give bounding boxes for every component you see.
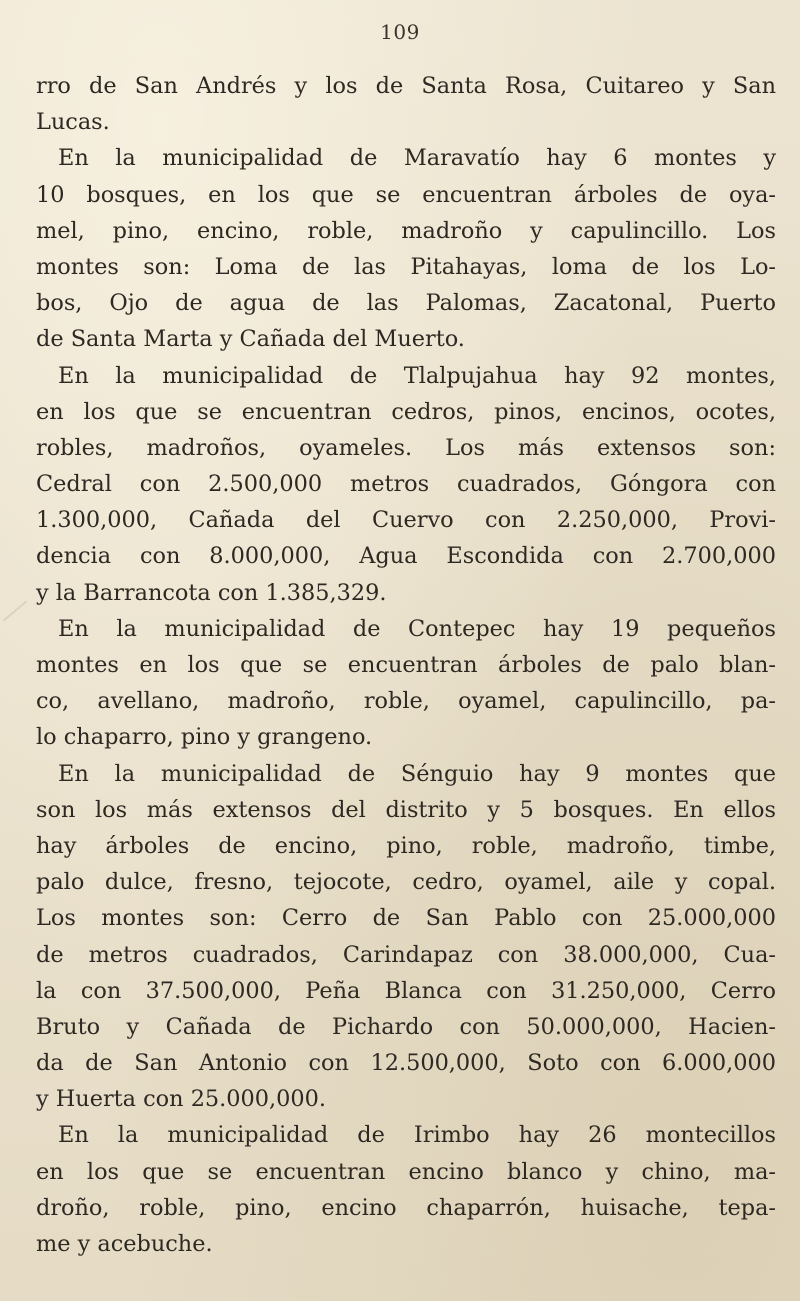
text-line: 1.300,000, Cañada del Cuervo con 2.250,000, Provi- xyxy=(36,507,776,534)
text-line: 10 bosques, en los que se encuentran árboles de oya- xyxy=(36,181,776,208)
text-line: En la municipalidad de Contepec hay 19 pequeños xyxy=(58,615,776,642)
body-text xyxy=(36,68,776,1262)
text-line: en los que se encuentran cedros, pinos, encinos, ocotes, xyxy=(36,398,776,425)
text-line: bos, Ojo de agua de las Palomas, Zacatonal, Puerto xyxy=(36,290,776,317)
text-line: da de San Antonio con 12.500,000, Soto con 6.000,000 xyxy=(36,1050,776,1077)
text-line: en los que se encuentran encino blanco y chino, ma- xyxy=(36,1158,776,1185)
paper-crease xyxy=(3,601,27,622)
text-line: droño, roble, pino, encino chaparrón, huisache, tepa- xyxy=(36,1194,776,1221)
text-line: y Huerta con 25.000,000. xyxy=(36,1086,327,1113)
text-line: robles, madroños, oyameles. Los más extensos son: xyxy=(36,434,776,461)
text-line: hay árboles de encino, pino, roble, madroño, timbe, xyxy=(36,832,776,859)
text-line: montes son: Loma de las Pitahayas, loma de los Lo- xyxy=(36,253,776,280)
text-line: palo dulce, fresno, tejocote, cedro, oyamel, aile y copal. xyxy=(36,869,776,896)
text-line: mel, pino, encino, roble, madroño y capulincillo. Los xyxy=(36,217,776,244)
text-line: dencia con 8.000,000, Agua Escondida con 2.700,000 xyxy=(36,543,776,570)
text-line: la con 37.500,000, Peña Blanca con 31.250,000, Cerro xyxy=(36,977,776,1004)
text-line: y la Barrancota con 1.385,329. xyxy=(36,579,387,606)
text-line: En la municipalidad de Irimbo hay 26 montecillos xyxy=(58,1122,776,1149)
text-line: lo chaparro, pino y grangeno. xyxy=(36,724,373,751)
page-number: 109 xyxy=(380,20,420,44)
text-line: En la municipalidad de Maravatío hay 6 montes y xyxy=(58,145,776,172)
text-line: co, avellano, madroño, roble, oyamel, capulincillo, pa- xyxy=(36,688,776,715)
text-line: rro de San Andrés y los de Santa Rosa, Cuitareo y San xyxy=(36,73,776,99)
text-line: En la municipalidad de Sénguio hay 9 montes que xyxy=(58,760,776,787)
text-line: me y acebuche. xyxy=(36,1231,213,1257)
text-line: En la municipalidad de Tlalpujahua hay 92 montes, xyxy=(58,362,776,389)
text-line: Bruto y Cañada de Pichardo con 50.000,000, Hacien- xyxy=(36,1013,776,1040)
text-line: son los más extensos del distrito y 5 bosques. En ellos xyxy=(36,796,776,823)
text-line: Lucas. xyxy=(36,109,110,136)
text-line: de metros cuadrados, Carindapaz con 38.000,000, Cua- xyxy=(36,941,776,968)
text-line: de Santa Marta y Cañada del Muerto. xyxy=(36,326,465,353)
text-line: Cedral con 2.500,000 metros cuadrados, Góngora con xyxy=(36,471,776,498)
text-line: Los montes son: Cerro de San Pablo con 25.000,000 xyxy=(36,905,776,932)
text-line: montes en los que se encuentran árboles de palo blan- xyxy=(36,652,776,678)
